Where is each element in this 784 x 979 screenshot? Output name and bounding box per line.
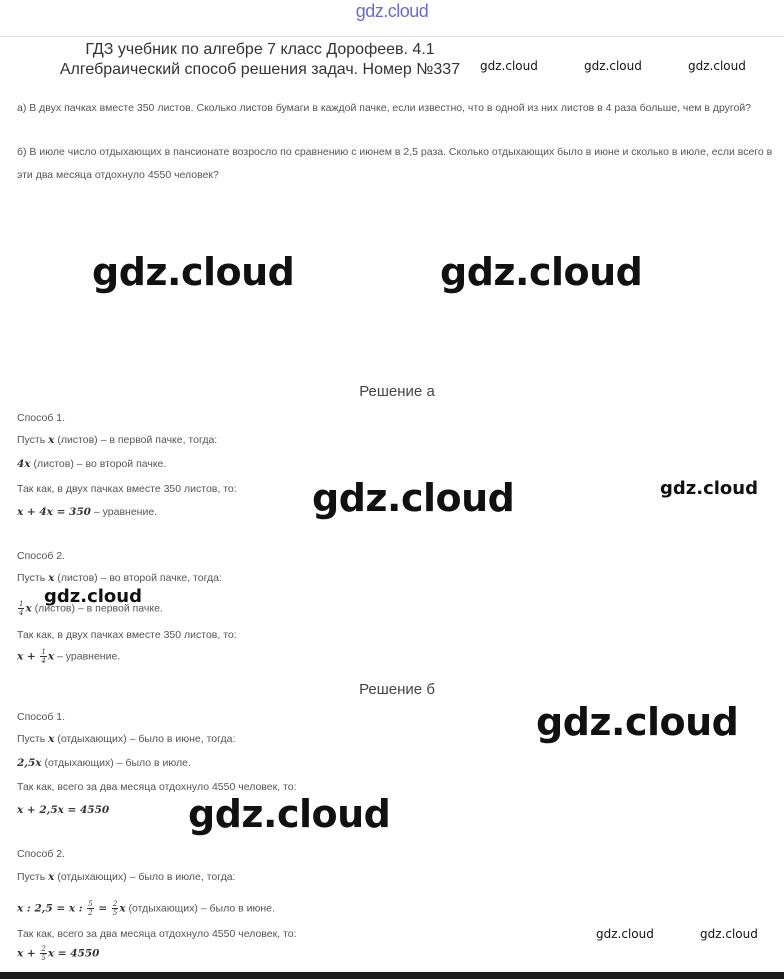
equation-part: x +	[17, 650, 40, 663]
equation-part: =	[94, 902, 111, 915]
text: (отдыхающих) – было в июне.	[125, 902, 275, 915]
fraction	[87, 900, 93, 917]
solution-b-method2-line3: Так как, всего за два месяца отдохнуло 4550 человек, то:	[17, 928, 297, 940]
solution-b-method1-line2	[17, 757, 191, 769]
watermark-small: gdz.cloud	[596, 927, 654, 941]
watermark-large: gdz.cloud	[440, 250, 643, 294]
page-title	[40, 40, 480, 80]
fraction-denominator: 4	[19, 609, 24, 617]
equation-part: x +	[17, 947, 40, 960]
fraction	[112, 900, 118, 917]
solution-a-method2-title: Способ 2.	[17, 550, 66, 562]
fraction-denominator: 5	[112, 909, 118, 917]
task-b: б) В июле число отдыхающих в пансионате возросло по сравнению с июнем в 2,5 раза. Сколько отдыхающих было в июне и сколько в июле, если всего в эти два месяца отдохнуло 4550 человек?	[17, 146, 773, 181]
solution-b-method2-line4	[17, 945, 99, 962]
solution-b-method1-title: Способ 1.	[17, 711, 66, 723]
text: – уравнение.	[54, 650, 121, 663]
text: Пусть	[17, 733, 49, 745]
solution-b-method2-title: Способ 2.	[17, 848, 66, 860]
solution-a-method1-title: Способ 1.	[17, 412, 66, 424]
task-a: а) В двух пачках вместе 350 листов. Сколько листов бумаги в каждой пачке, если известно, что в одной из них листов в 4 раза больше, чем в другой?	[17, 102, 752, 114]
fraction-denominator: 4	[41, 657, 46, 665]
watermark-small: gdz.cloud	[688, 59, 746, 73]
text: (листов) – в первой пачке, тогда:	[54, 434, 218, 446]
fraction-denominator: 5	[41, 954, 46, 962]
solution-b-method1-line4	[17, 804, 109, 816]
solution-b-method1-line3: Так как, всего за два месяца отдохнуло 4550 человек, то:	[17, 781, 297, 793]
solution-a-method1-line3: Так как, в двух пачках вместе 350 листов, то:	[17, 483, 237, 495]
math-var: x	[48, 572, 55, 584]
solution-b-heading: Решение б	[359, 681, 435, 698]
text: (листов) – в первой пачке.	[31, 602, 163, 615]
math-var: x	[48, 434, 55, 446]
solution-a-method2-line1	[17, 572, 222, 584]
equation-part: x : 2,5 = x :	[17, 902, 87, 915]
page-title-line1: ГДЗ учебник по алгебре 7 класс Дорофеев. 4.1	[85, 41, 435, 58]
math-var: x	[119, 902, 126, 915]
solution-a-method2-line3: Так как, в двух пачках вместе 350 листов, то:	[17, 629, 237, 641]
solution-a-method1-line4	[17, 506, 157, 518]
text: (листов) – во второй пачке, тогда:	[54, 572, 222, 584]
equation: x + 4x = 350	[17, 506, 91, 518]
solution-a-method1-line2	[17, 458, 166, 470]
text: (отдыхающих) – было в июле.	[41, 757, 191, 769]
solution-a-heading: Решение а	[359, 383, 435, 400]
fraction-numerator: 5	[88, 900, 93, 908]
fraction-denominator: 2	[88, 909, 93, 917]
fraction-numerator: 2	[112, 900, 118, 908]
math-var: x	[25, 602, 32, 615]
watermark-large: gdz.cloud	[536, 700, 739, 744]
fraction-numerator: 1	[41, 648, 46, 656]
math-expr: 4x	[17, 458, 31, 470]
fraction	[40, 945, 46, 962]
watermark-large: gdz.cloud	[312, 476, 515, 520]
text: (листов) – во второй пачке.	[30, 458, 167, 470]
fraction-numerator: 1	[19, 600, 24, 608]
watermark-small: gdz.cloud	[700, 927, 758, 941]
math-var: x	[48, 871, 55, 883]
watermark-medium: gdz.cloud	[44, 586, 142, 607]
fraction-numerator: 2	[41, 945, 46, 953]
page-title-line2: Алгебраический способ решения задач. Номер №337	[59, 61, 461, 78]
solution-b-method2-line1	[17, 871, 235, 883]
fraction	[18, 600, 24, 617]
solution-b-method1-line1	[17, 733, 235, 745]
text: Пусть	[17, 434, 49, 446]
solution-a-method1-line1	[17, 434, 217, 446]
solution-a-method2-line4	[17, 648, 120, 665]
site-logo[interactable]: gdz.cloud	[355, 1, 429, 21]
watermark-medium: gdz.cloud	[660, 478, 758, 499]
text: Пусть	[17, 871, 49, 883]
fraction	[40, 648, 46, 665]
equation: x + 2,5x = 4550	[17, 804, 110, 816]
text: (отдыхающих) – было в июле, тогда:	[54, 871, 236, 883]
watermark-large: gdz.cloud	[92, 250, 295, 294]
bottom-bar	[0, 972, 784, 979]
watermark-small: gdz.cloud	[584, 59, 642, 73]
watermark-large: gdz.cloud	[188, 792, 391, 836]
equation-part: x = 4550	[47, 947, 100, 960]
text: – уравнение.	[90, 506, 158, 518]
watermark-small: gdz.cloud	[480, 59, 538, 73]
solution-b-method2-line2	[17, 900, 275, 917]
equation-part: x	[47, 650, 55, 663]
math-expr: 2,5x	[17, 757, 42, 769]
text: (отдыхающих) – было в июне, тогда:	[54, 733, 236, 745]
text: Пусть	[17, 572, 49, 584]
math-var: x	[48, 733, 55, 745]
solution-a-method2-line2	[17, 600, 163, 617]
header-divider	[0, 36, 784, 37]
